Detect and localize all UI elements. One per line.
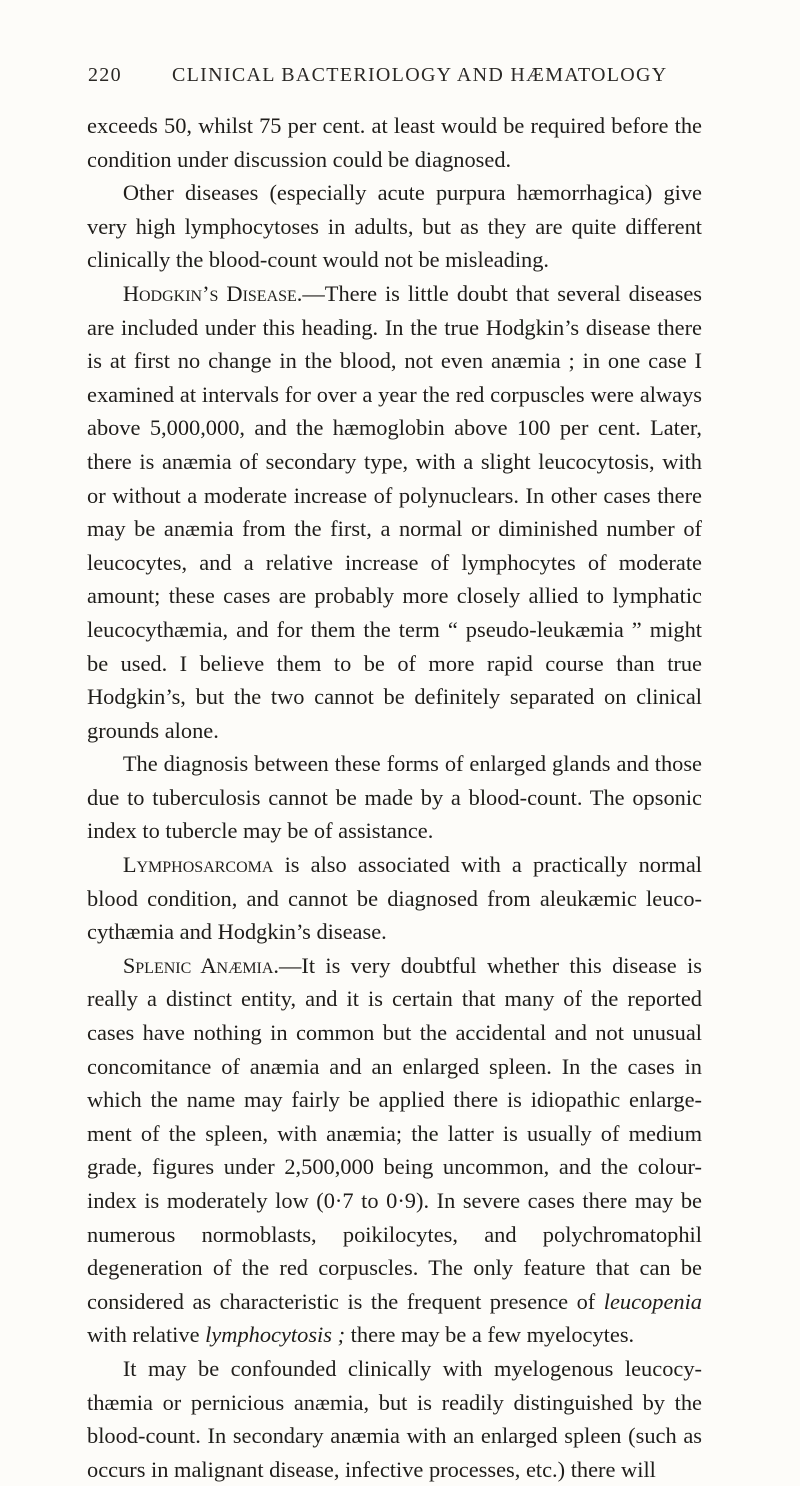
section-heading: Lymphosarcoma: [122, 852, 274, 878]
paragraph-text: Other diseases (especially acute purpura hæmorrhagica) give very high lymphocytoses in adults, but as they are quite different clinically the blood-count would not be misleading.: [87, 180, 702, 273]
section-heading: Hodgkin’s Disease.: [122, 280, 303, 306]
paragraph-text: exceeds 50, whilst 75 per cent. at least would be required before the condition under discussion could be diagnosed.: [87, 113, 702, 172]
paragraph-differential: [87, 1352, 702, 1486]
paragraph-diagnosis: [87, 747, 702, 848]
paragraph-lymphosarcoma: [87, 848, 702, 949]
section-heading: Splenic Anæmia.: [122, 952, 280, 978]
paragraph-text: —There is little doubt that several diseases are included under this heading. In the true Hodgkin’s disease there is at first no change in the blood, not even anæmia ; in one case I examined at intervals for over a year the red corpuscles were always above 5,000,000, and the hæmoglobin above 100 per cent. Later, there is anæmia of secondary type, with a slight leucocytosis, with or without a moderate increase of polynuclears. In other cases there may be anæmia from the first, a normal or diminished number of leucocytes, and a relative increase of lymphocytes of moderate amount; these cases are probably more closely allied to lymphatic leucocythæmia, and for them the term “ pseudo-leukæmia ” might be used. I believe them to be of more rapid course than true Hodgkin’s, but the two cannot be definitely separated on clinical grounds alone.: [87, 280, 703, 743]
paragraph-text: with relative: [87, 1322, 206, 1348]
page-number: 220: [88, 64, 122, 86]
running-title: CLINICAL BACTERIOLOGY AND HÆMATOLOGY: [172, 64, 668, 86]
paragraph-hodgkins-disease: [87, 277, 702, 747]
body-text: [87, 109, 702, 1486]
paragraph-continuation: [87, 109, 702, 176]
paragraph-text: there may be a few myelocytes.: [345, 1322, 635, 1348]
paragraph-other-diseases: [87, 176, 702, 277]
italic-term: leucopenia: [603, 1288, 702, 1314]
paragraph-text: The diagnosis between these forms of enlarged glands and those due to tuberculosis cannot be made by a blood-count. The opsonic index to tubercle may be of assistance.: [87, 751, 702, 844]
paragraph-text: is also associated with a practically normal blood condition, and cannot be diagnosed from aleukæmic leucocythæmia and Hodgkin’s disease.: [87, 852, 702, 945]
paragraph-text: It may be confounded clinically with myelogenous leucocythæmia or pernicious anæmia, but is readily distinguished by the blood-count. In secondary anæmia with an enlarged spleen (such as occurs in malignant disease, infective processes, etc.) there will: [87, 1355, 702, 1482]
italic-term: lymphocytosis ;: [205, 1322, 346, 1348]
paragraph-splenic-anaemia: [87, 949, 702, 1352]
running-head: [88, 64, 688, 94]
paragraph-text: —It is very doubtful whether this disease is really a distinct entity, and it is certain that many of the reported cases have nothing in common but the accidental and not unusual concomitance of anæmia and an enlarged spleen. In the cases in which the name may fairly be applied there is idiopathic enlargement of the spleen, with anæmia; the latter is usually of medium grade, figures under 2,500,000 being uncommon, and the colour-index is moderately low (0·7 to 0·9). In severe cases there may be numerous normoblasts, poikilocytes, and polychromatophil degeneration of the red corpuscles. The only feature that can be considered as characteristic is the frequent presence of: [87, 952, 702, 1314]
